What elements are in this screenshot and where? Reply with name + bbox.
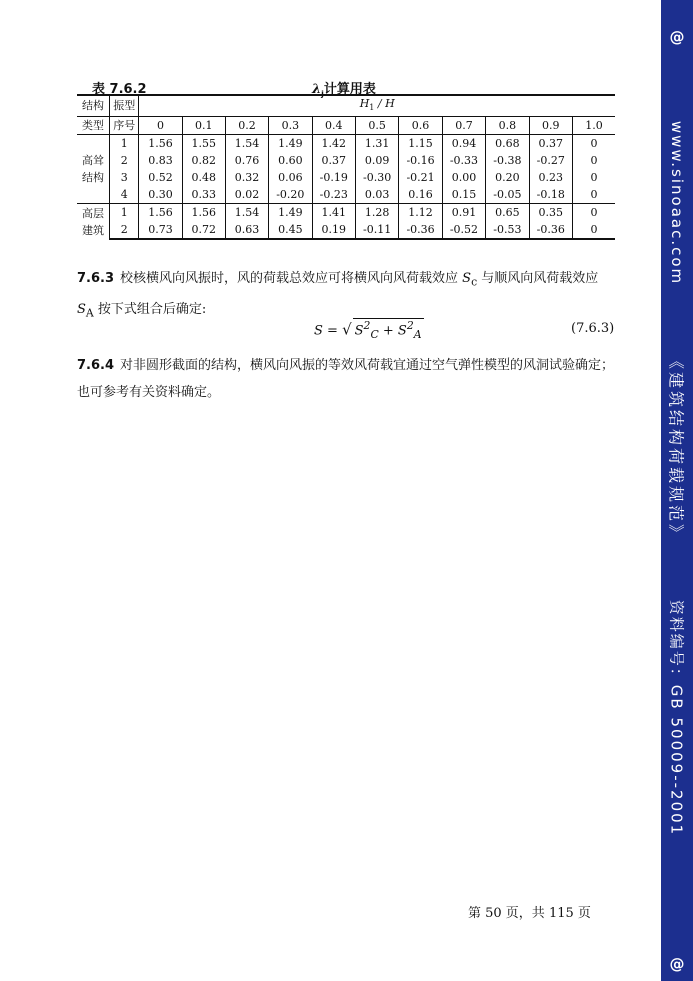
clause-number: 7.6.4 [77,358,115,373]
table-cell: -0.30 [355,169,398,186]
table-cell: 0.33 [182,186,225,204]
ratio-value: 0.2 [225,117,268,135]
table-cell: 0 [572,221,615,239]
table-cell: -0.38 [486,152,529,169]
table-cell: 0.65 [486,204,529,222]
lambda-table [77,94,615,240]
table-cell: -0.21 [399,169,442,186]
ratio-value: 1.0 [572,117,615,135]
structure-type-tower: 高耸 结构 [77,135,110,204]
table-caption [77,78,615,99]
table-cell: 1.12 [399,204,442,222]
table-row [77,204,615,222]
table-cell: 0.23 [529,169,572,186]
table-cell: 1.56 [182,204,225,222]
table-row [77,221,615,239]
header-mode-number-line2: 序号 [110,117,139,135]
table-cell: 0 [590,153,598,167]
table-cell: 1.56 [139,204,182,222]
ratio-value: 0 [139,117,182,135]
ratio-value: 0.7 [442,117,485,135]
ratio-value: 0.9 [529,117,572,135]
table-cell: -0.27 [529,152,572,169]
radicand: $S^2_C + S^2_A$ [354,319,422,341]
header-height-ratio: $H_1$ / H [139,95,615,117]
document-code-watermark: 资料编号：GB 50009--2001 [667,599,686,837]
table-cell: 0.20 [486,169,529,186]
table-cell: 0.30 [139,186,182,204]
header-mode-number: 振型 [110,95,139,117]
page-footer: 第 50 页，共 115 页 [468,906,591,921]
table-cell: 0.00 [442,169,485,186]
ratio-value: 0.4 [312,117,355,135]
radical-sign: √ [342,320,352,339]
table-cell: 0.83 [139,152,182,169]
ratio-value: 0.8 [486,117,529,135]
table-row [77,169,615,186]
clause-7-6-4: 7.6.4 对非圆形截面的结构，横风向风振的等效风荷载宜通过空气弹性模型的风洞试验确定；也可参考有关资料确定。 [77,358,615,400]
table-cell: -0.18 [529,186,572,204]
table-cell: -0.11 [355,221,398,239]
combination-formula: S = √ $S^2_C + S^2_A$ [314,319,422,341]
table-cell: 0.63 [225,221,268,239]
table-cell: -0.36 [529,221,572,239]
table-cell: 0.52 [139,169,182,186]
table-cell: 0.91 [442,204,485,222]
lambda-subscript: j [321,89,324,99]
at-symbol-top: @ [669,28,685,46]
mode-number: 1 [110,135,139,153]
table-cell: 1.49 [269,204,312,222]
table-cell: 1.28 [355,204,398,222]
table-number: 表 7.6.2 [92,82,147,97]
table-cell: -0.36 [399,221,442,239]
table-cell: 0.73 [139,221,182,239]
table-cell: -0.53 [486,221,529,239]
table-cell: -0.20 [269,186,312,204]
table-cell: 1.55 [182,135,225,153]
table-cell: -0.52 [442,221,485,239]
table-cell: 1.56 [139,135,182,153]
table-cell: 1.49 [269,135,312,153]
table-cell: 0 [590,136,598,150]
ratio-value: 0.3 [269,117,312,135]
table-cell: 0.68 [486,135,529,153]
lambda-symbol: λ [312,82,322,97]
table-cell: 0.76 [225,152,268,169]
table-cell: 1.42 [312,135,355,153]
header-structure-type: 结构 [77,95,110,117]
clause-number: 7.6.3 [77,271,115,286]
table-cell: -0.16 [399,152,442,169]
equation-number: (7.6.3) [571,321,615,336]
table-cell: 0.32 [225,169,268,186]
table-cell: 1.54 [225,204,268,222]
table-cell: 0 [590,187,598,201]
mode-number: 4 [110,186,139,204]
ratio-value: 0.1 [182,117,225,135]
table-cell: -0.05 [486,186,529,204]
table-cell: 0.48 [182,169,225,186]
header-ratio-row [77,117,615,135]
table-cell: -0.19 [312,169,355,186]
table-row [77,186,615,204]
at-symbol-bottom: @ [669,955,685,973]
table-cell: 0.35 [529,204,572,222]
table-cell: 0 [590,170,598,184]
table-cell: 0.06 [269,169,312,186]
table-cell: 1.54 [225,135,268,153]
table-cell: 0.19 [312,221,355,239]
website-watermark: www.sinoaac.com [668,120,686,286]
book-title-watermark: 《建筑结构荷载规范》 [666,352,686,544]
table-cell: 1.15 [399,135,442,153]
mode-number: 3 [110,169,139,186]
table-cell: 0.82 [182,152,225,169]
table-cell: 0.45 [269,221,312,239]
side-banner [661,0,693,981]
ratio-value: 0.6 [399,117,442,135]
structure-type-highrise: 高层 建筑 [77,204,110,240]
table-cell: 0.94 [442,135,485,153]
mode-number: 2 [110,152,139,169]
table-row [77,152,615,169]
table-title-text: 计算用表 [323,82,376,97]
table-cell: -0.23 [312,186,355,204]
header-row [77,95,615,117]
table-cell: 1.31 [355,135,398,153]
table-cell: 0.60 [269,152,312,169]
table-cell: 0.09 [355,152,398,169]
mode-number: 2 [110,221,139,239]
header-structure-type-line2: 类型 [77,117,110,135]
table-cell: 0.03 [355,186,398,204]
table-cell: 0.02 [225,186,268,204]
table-cell: -0.33 [442,152,485,169]
ratio-value: 0.5 [355,117,398,135]
table-cell: 0.37 [312,152,355,169]
table-cell: 0.37 [529,135,572,153]
table-cell: 0 [572,204,615,222]
mode-number: 1 [110,204,139,222]
table-row [77,135,615,153]
table-cell: 0.72 [182,221,225,239]
clause-7-6-3: 7.6.3 校核横风向风振时，风的荷载总效应可将横风向风荷载效应 $S_c$ 与顺风向风荷载效应 $S_A$ 按下式组合后确定: [77,271,599,320]
table-cell: 0.16 [399,186,442,204]
table-cell: 1.41 [312,204,355,222]
table-cell: 0.15 [442,186,485,204]
